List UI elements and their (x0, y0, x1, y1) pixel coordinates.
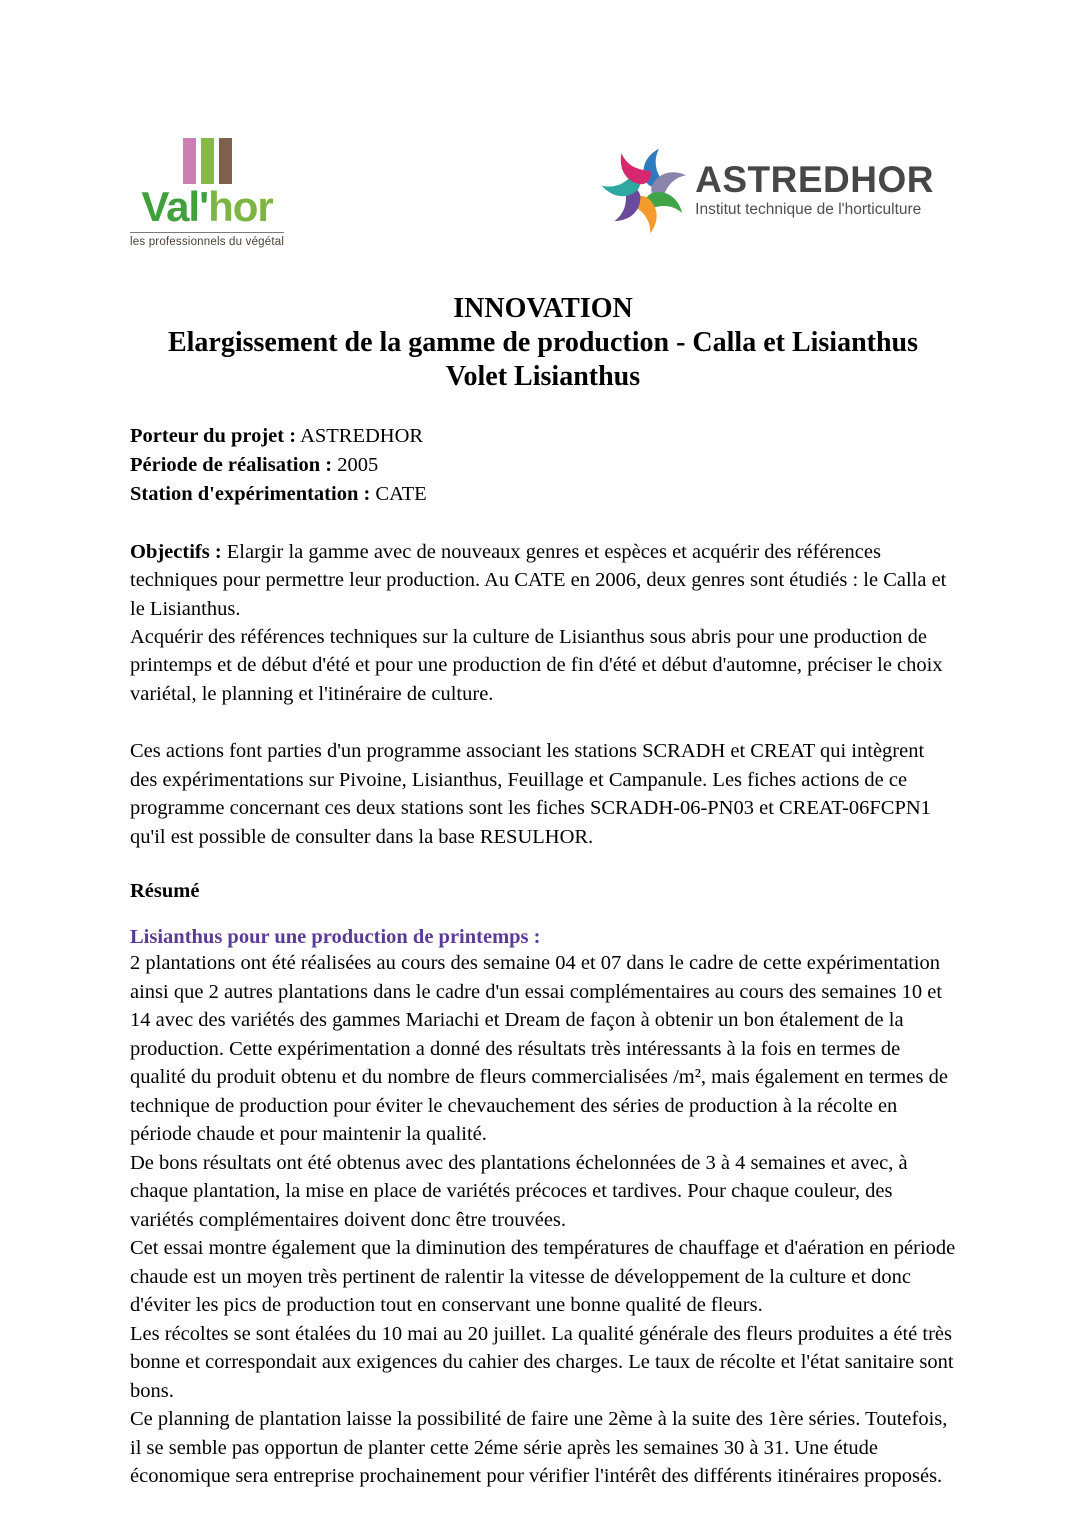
valhor-divider (130, 232, 284, 233)
meta-periode (130, 451, 956, 480)
objectifs-paragraph-2: Acquérir des références techniques sur la culture de Lisianthus sous abris pour une production de printemps et de début d'été et pour une production de fin d'été et début d'automne, préciser le choix variétal, le planning et l'itinéraire de culture. (130, 625, 943, 705)
project-meta (130, 422, 956, 508)
astredhor-wordmark: ASTREDHOR (695, 159, 934, 200)
meta-periode-value: 2005 (337, 454, 379, 477)
valhor-bar-green-icon (201, 138, 214, 184)
valhor-tagline: les professionnels du végétal (130, 236, 285, 248)
objectifs-section (130, 538, 956, 709)
astredhor-text (695, 161, 934, 219)
resume-paragraph-3: Cet essai montre également que la diminution des températures de chauffage et d'aération en période chaude est un moyen très pertinent de ralentir la vitesse de développement de la culture et donc d'éviter les pics de production tout en conservant une bonne qualité de fleurs. (130, 1237, 956, 1317)
programme-paragraph: Ces actions font parties d'un programme associant les stations SCRADH et CREAT qui intègrent des expérimentations sur Pivoine, Lisianthus, Feuillage et Campanule. Les fiches actions de ce programme concernant ces deux stations sont les fiches SCRADH-06-PN03 et CREAT-06FCPN1 qu'il est possible de consulter dans la base RESULHOR. (130, 740, 931, 848)
astredhor-flower-icon (601, 146, 689, 234)
meta-porteur-value: ASTREDHOR (300, 425, 424, 448)
valhor-wordmark-val: Val' (141, 183, 209, 230)
valhor-wordmark-hor: hor (208, 183, 273, 230)
astredhor-tagline: Institut technique de l'horticulture (695, 201, 922, 218)
resume-heading: Résumé (130, 880, 200, 903)
meta-porteur (130, 422, 956, 451)
resume-body (130, 949, 956, 1490)
resume-paragraph-1: 2 plantations ont été réalisées au cours des semaine 04 et 07 dans le cadre de cette expérimentation ainsi que 2 autres plantations dans le cadre d'un essai complémentaires au cours des semaines 10 et 14 avec des variétés des gammes Mariachi et Dream de façon à obtenir un bon étalement de la production. Cette expérimentation a donné des résultats très intéressants à la fois en termes de qualité du produit obtenu et du nombre de fleurs commercialisées /m², mais également en termes de technique de production pour éviter le chevauchement des séries de production à la récolte en période chaude et pour maintenir la qualité. (130, 952, 948, 1146)
valhor-bar-pink-icon (183, 138, 196, 184)
resume-paragraph-2: De bons résultats ont été obtenus avec des plantations échelonnées de 3 à 4 semaines et avec, à chaque plantation, la mise en place de variétés précoces et tardives. Pour chaque couleur, des variétés complémentaires doivent donc être trouvées. (130, 1151, 908, 1231)
meta-porteur-label: Porteur du projet : (130, 425, 297, 448)
valhor-logo-bars (130, 138, 284, 184)
objectifs-label: Objectifs : (130, 540, 222, 563)
astredhor-logo (601, 146, 934, 234)
meta-station (130, 480, 956, 509)
meta-station-value: CATE (375, 482, 427, 505)
objectifs-paragraph-1 (130, 538, 956, 623)
resume-subheading: Lisianthus pour une production de printemps : (130, 926, 541, 949)
title-line-3: Volet Lisianthus (445, 361, 641, 393)
header (130, 138, 956, 256)
title-line-1: INNOVATION (453, 293, 633, 324)
valhor-wordmark (130, 183, 284, 230)
resume-paragraph-4: Les récoltes se sont étalées du 10 mai au 20 juillet. La qualité générale des fleurs produites a été très bonne et correspondait aux exigences du cahier des charges. Le taux de récolte et l'état sanitaire sont bons. (130, 1322, 954, 1402)
valhor-bar-brown-icon (219, 138, 232, 184)
title-line-2: Elargissement de la gamme de production - Calla et Lisianthus (167, 327, 919, 359)
valhor-logo (130, 138, 284, 248)
resume-paragraph-5: Ce planning de plantation laisse la possibilité de faire une 2ème à la suite des 1ère séries. Toutefois, il se semble pas opportun de planter cette 2éme série après les semaines 30 à 31. Une étude économique sera entreprise prochainement pour vérifier l'intérêt des différents itinéraires proposés. (130, 1408, 948, 1488)
meta-periode-label: Période de réalisation : (130, 454, 333, 477)
meta-station-label: Station d'expérimentation : (130, 482, 371, 505)
objectifs-text-1: Elargir la gamme avec de nouveaux genres et espèces et acquérir des références techniques pour permettre leur production. Au CATE en 2006, deux genres sont étudiés : le Calla et le Lisianthus. (130, 540, 947, 620)
programme-section (130, 737, 956, 851)
document-title (130, 292, 956, 394)
